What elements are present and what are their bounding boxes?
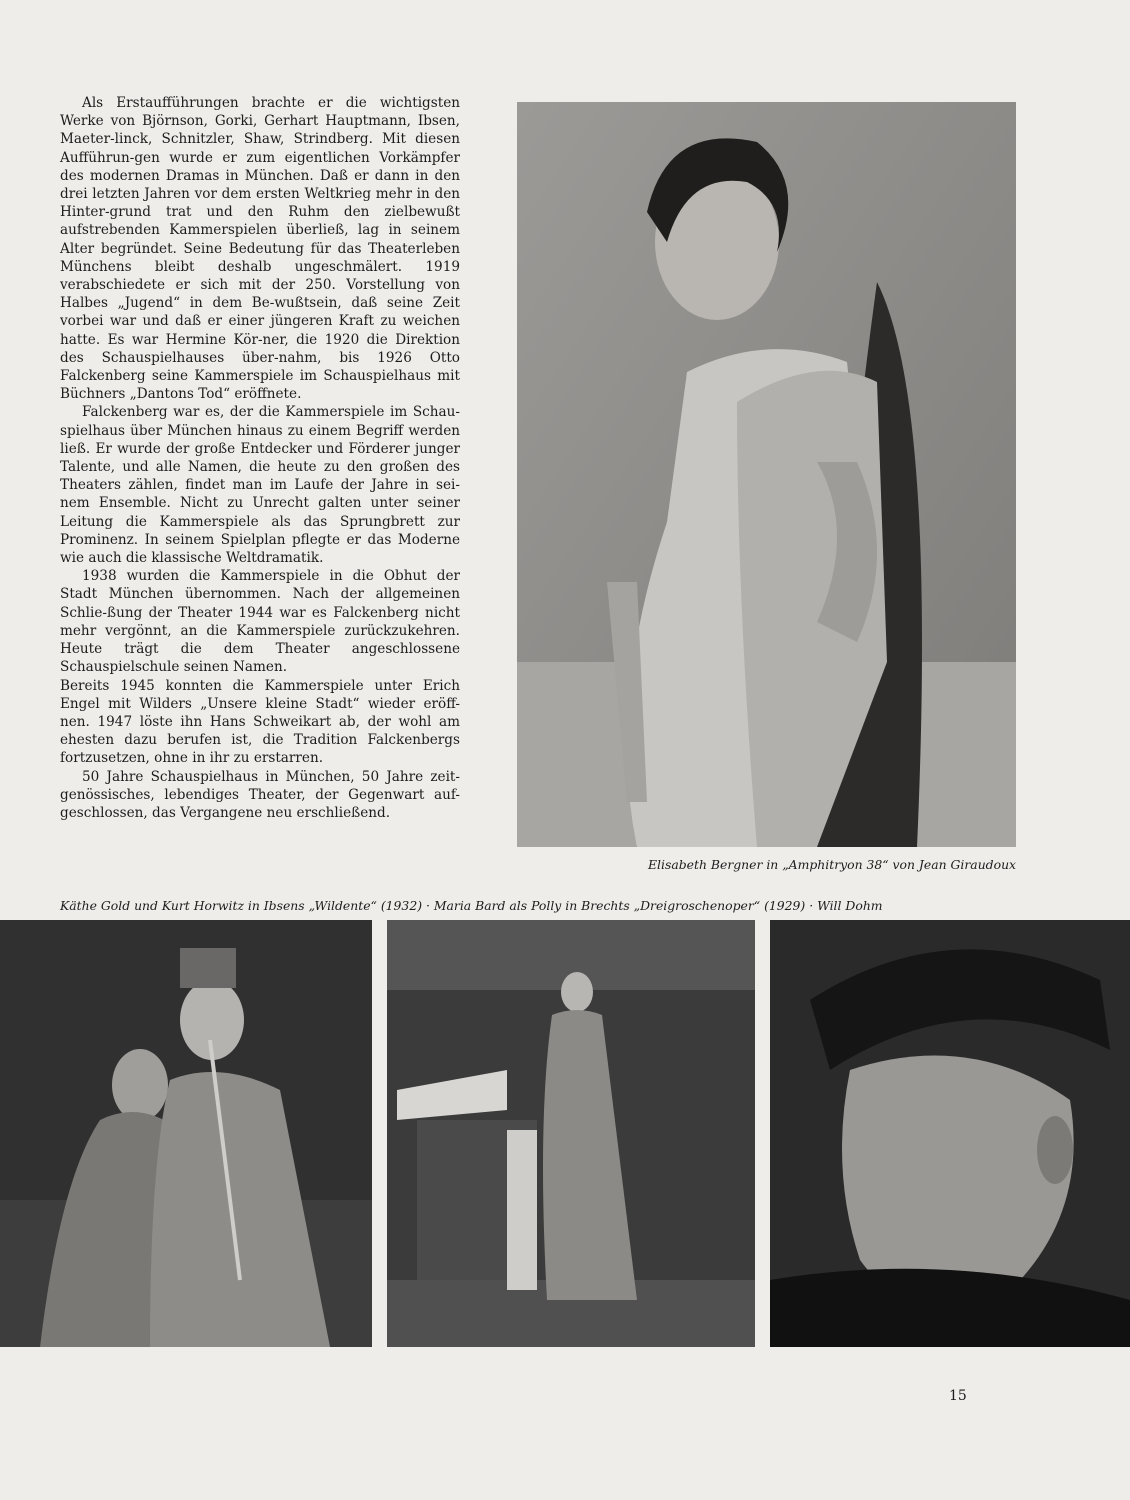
article-paragraph: Als Erstaufführungen brachte er die wichtigsten Werke von Björnson, Gorki, Gerhart Hauptmann, Ibsen, Maeter-linck, Schnitzler, Shaw, Strindberg. Mit diesen Aufführun-gen wurde er zum eigentlichen Vorkämpfer des modernen Dramas in München. Daß er dann in den drei letzten Jahren vor dem ersten Weltkrieg mehr in den Hinter-grund trat und den Ruhm den zielbewußt aufstrebenden Kammerspielen überließ, lag in seinem Alter begründet. Seine Bedeutung für das Theaterleben Münchens bleibt deshalb ungeschmälert. 1919 verabschiedete er sich mit der 250. Vorstellung von Halbes „Jugend“ in dem Be-wußtsein, daß seine Zeit vorbei war und daß er einer jüngeren Kraft zu weichen hatte. Es war Hermine Kör-ner, die 1920 die Direktion des Schauspielhauses über-nahm, bis 1926 Otto Falckenberg seine Kammerspiele im Schauspielhaus mit Büchners „Dantons Tod“ eröffnete.	[60, 95, 460, 403]
article-paragraph: 50 Jahre Schauspielhaus in München, 50 Jahre zeit-genössisches, lebendiges Theater, der Gegenwart auf-geschlossen, das Vergangene neu erschließend.	[60, 768, 460, 821]
article-text	[60, 94, 460, 822]
article-paragraph: Falckenberg war es, der die Kammerspiele im Schau-spielhaus über München hinaus zu einem Begriff werden ließ. Er wurde der große Entdecker und Förderer junger Talente, und alle Namen, die heute zu den großen des Theaters zählen, findet man im Laufe der Jahre in sei-nem Ensemble. Nicht zu Unrecht galten unter seiner Leitung die Kammerspiele als das Sprungbrett zur Prominenz. In seinem Spielplan pflegte er das Moderne wie auch die klassische Weltdramatik.	[60, 404, 460, 567]
photo-caption-bottom: Käthe Gold und Kurt Horwitz in Ibsens „Wildente“ (1932) · Maria Bard als Polly in Brechts „Dreigroschenoper“ (1929) · Will Dohm	[60, 898, 883, 913]
photo-elisabeth-bergner	[517, 102, 1016, 847]
article-paragraph: 1938 wurden die Kammerspiele in die Obhut der Stadt München übernommen. Nach der allgemeinen Schlie-ßung der Theater 1944 war es Falckenberg nicht mehr vergönnt, an die Kammerspiele zurückzukehren. Heute trägt die dem Theater angeschlossene Schauspielschule seinen Namen.	[60, 568, 460, 676]
page-number: 15	[949, 1388, 967, 1404]
article-paragraph: Bereits 1945 konnten die Kammerspiele unter Erich Engel mit Wilders „Unsere kleine Stadt“ wieder eröff-nen. 1947 löste ihn Hans Schweikart ab, der wohl am ehesten dazu berufen ist, die Tradition Falckenbergs fortzusetzen, ohne in ihr zu erstarren.	[60, 677, 460, 767]
photo-will-dohm	[770, 920, 1130, 1347]
photo-caption-main: Elisabeth Bergner in „Amphitryon 38“ von Jean Giraudoux	[648, 857, 1017, 872]
photo-maria-bard-polly	[387, 920, 755, 1347]
photo-kaethe-gold-kurt-horwitz	[0, 920, 372, 1347]
